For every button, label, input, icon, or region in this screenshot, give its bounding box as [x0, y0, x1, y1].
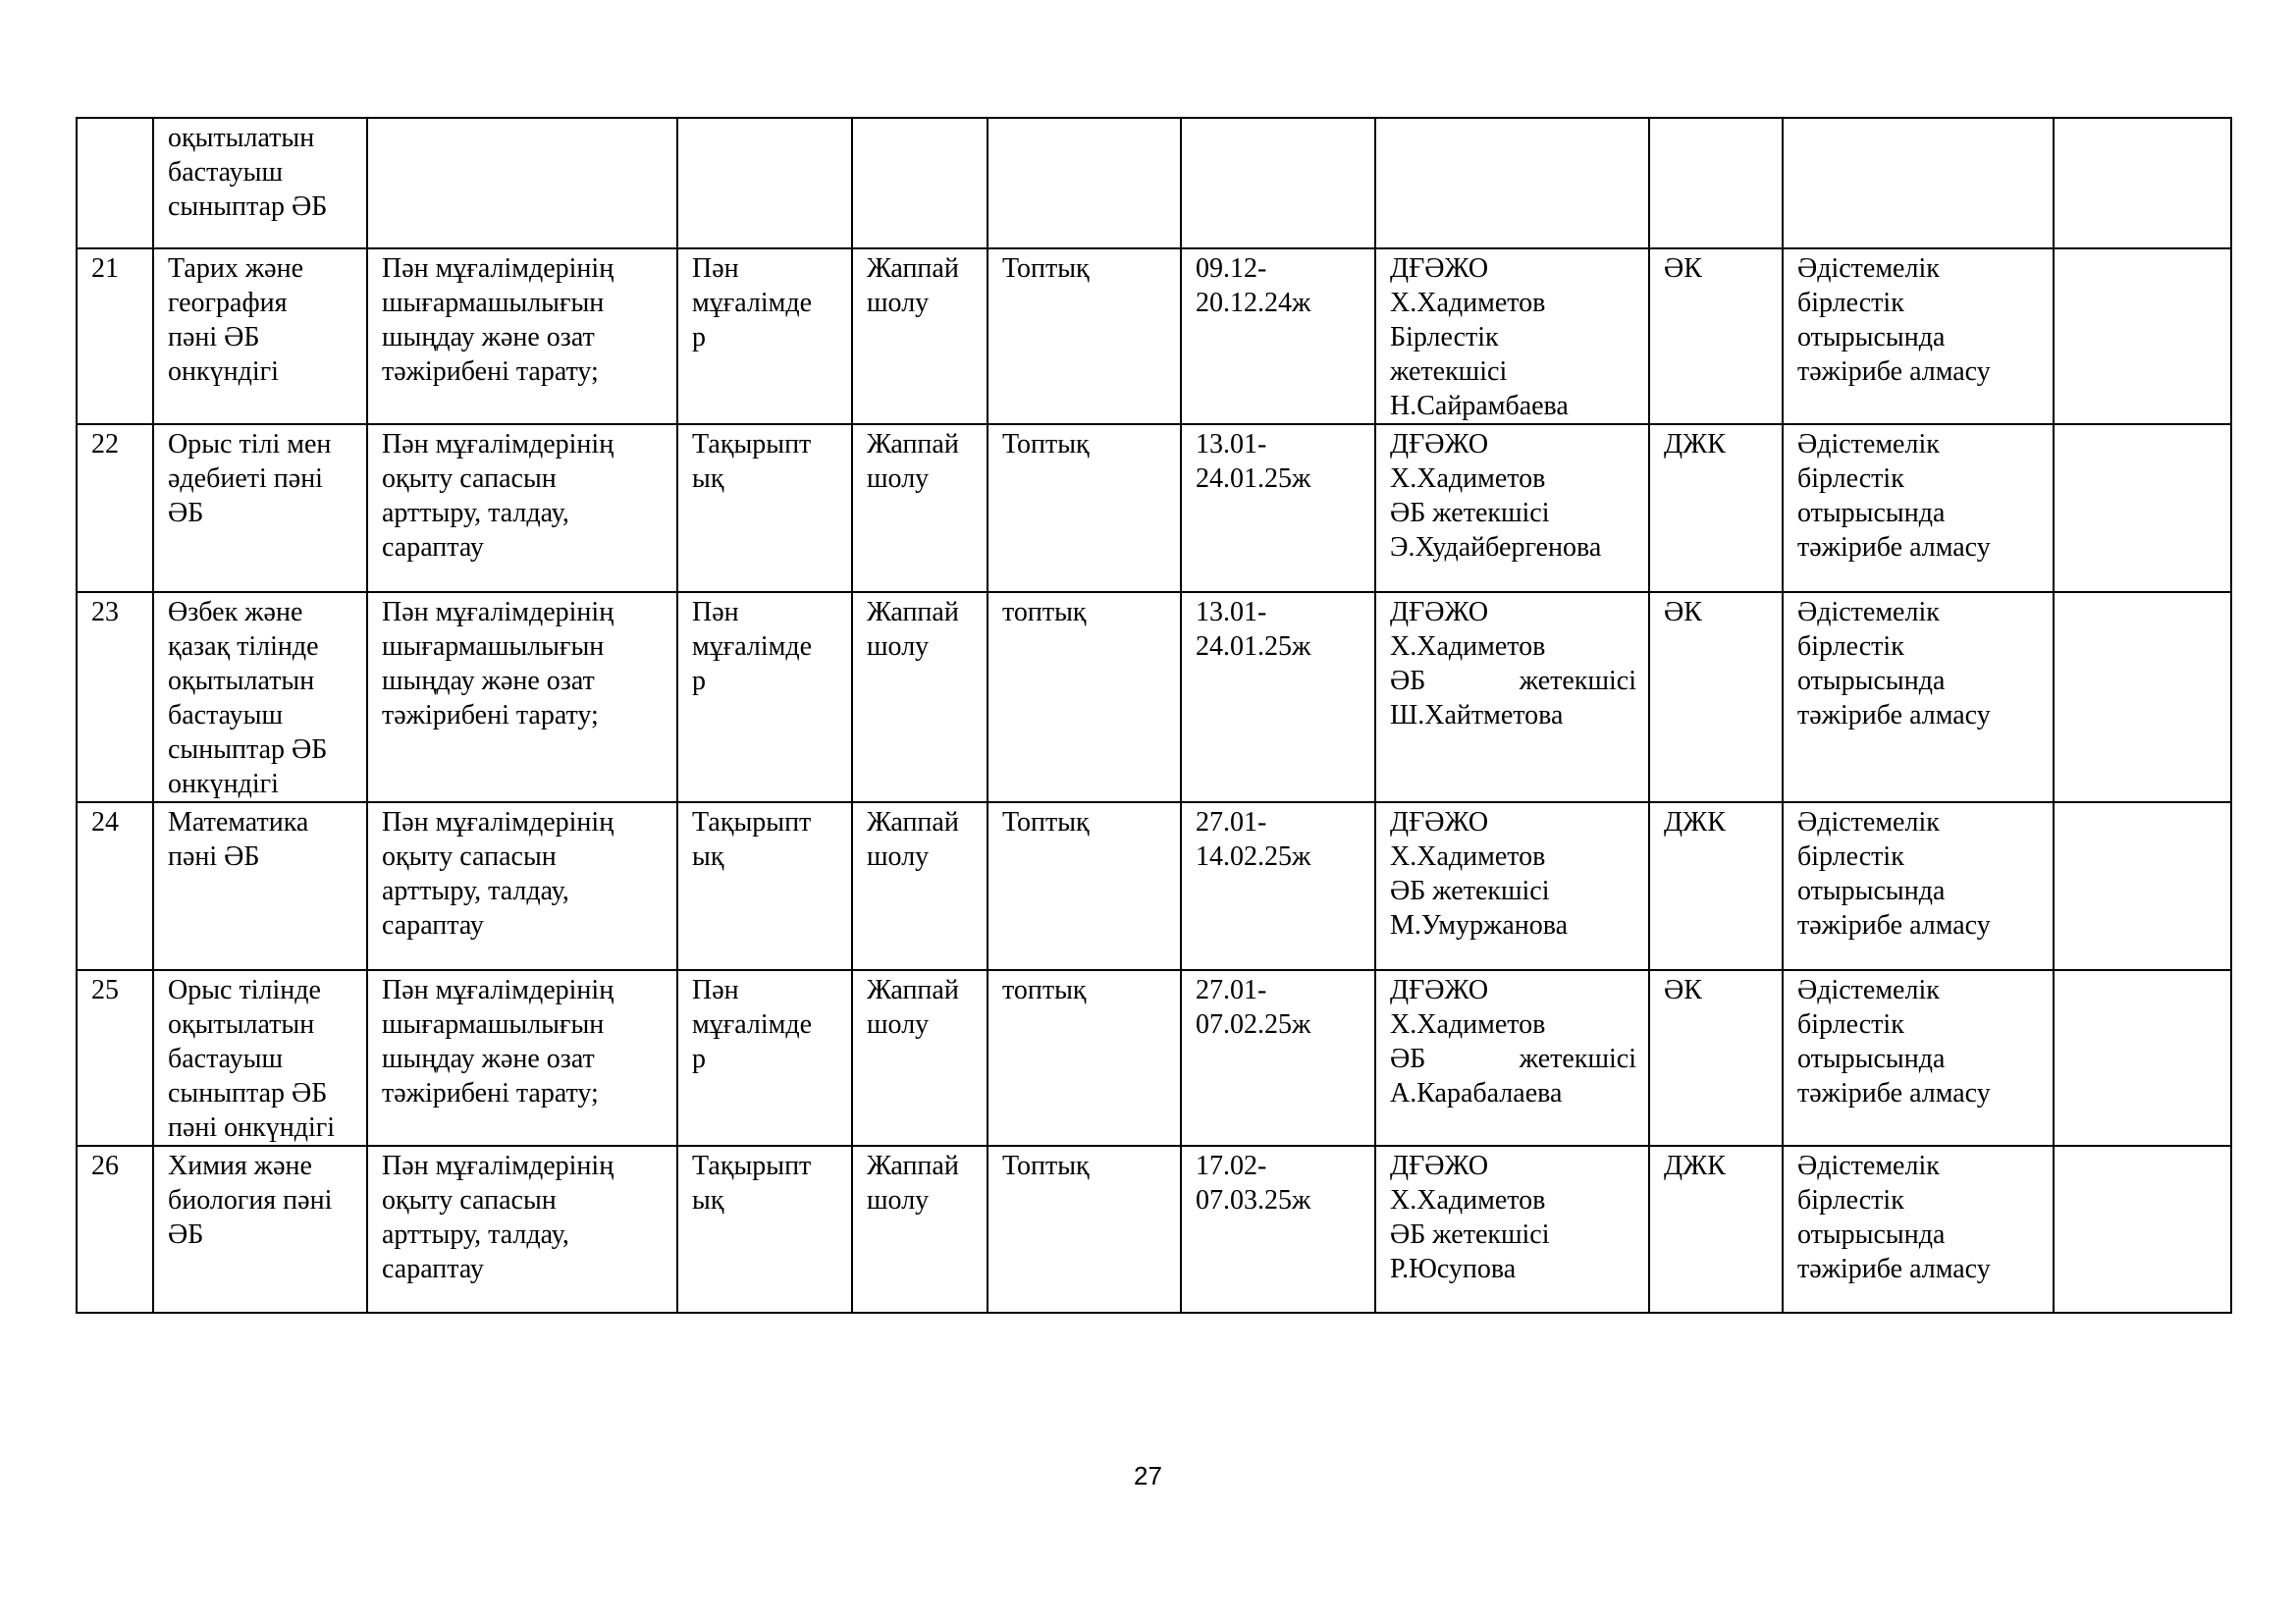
cell-topic-line: бастауыш: [168, 157, 284, 188]
cell-topic-line: оқытылатын: [168, 666, 315, 696]
cell-control-type-line: шолу: [867, 463, 930, 494]
cell-object-line: ық: [692, 1185, 724, 1216]
cell-object: [677, 248, 852, 424]
cell-result-line: отырысында: [1797, 322, 1946, 352]
cell-topic: [153, 424, 367, 592]
cell-control-form: [988, 424, 1181, 592]
cell-result-line: бірлестік: [1797, 288, 1904, 318]
cell-purpose-line: арттыру, талдау,: [382, 1219, 569, 1250]
cell-result-line: бірлестік: [1797, 841, 1904, 872]
cell-control-type: [852, 970, 988, 1146]
page-number: 27: [1134, 1461, 1162, 1490]
cell-responsible: [1375, 118, 1649, 248]
cell-responsible-line: Р.Юсупова: [1390, 1254, 1517, 1284]
cell-responsible-line: Н.Сайрамбаева: [1390, 391, 1569, 421]
cell-control-type: [852, 1146, 988, 1313]
cell-responsible-line: Э.Худайбергенова: [1390, 532, 1602, 563]
cell-responsible-line: ДҒӘЖО: [1390, 1151, 1489, 1181]
cell-topic: [153, 248, 367, 424]
cell-purpose-line: арттыру, талдау,: [382, 876, 569, 906]
cell-review-place: ДЖК: [1649, 424, 1783, 592]
table-row: [77, 1146, 2231, 1313]
cell-result-line: бірлестік: [1797, 1009, 1904, 1040]
cell-dates-line: 17.02-: [1196, 1151, 1267, 1181]
cell-note: [2054, 118, 2231, 248]
cell-responsible-line: ДҒӘЖО: [1390, 429, 1489, 460]
cell-responsible: [1375, 248, 1649, 424]
cell-control-form-line: Топтық: [1002, 253, 1090, 284]
cell-control-type: [852, 802, 988, 970]
cell-object: [677, 424, 852, 592]
cell-topic-line: пәні онкүндігі: [168, 1112, 336, 1143]
cell-result: [1783, 248, 2054, 424]
cell-dates-line: 24.01.25ж: [1196, 463, 1311, 494]
cell-result-line: Әдістемелік: [1797, 807, 1940, 838]
cell-purpose-line: арттыру, талдау,: [382, 498, 569, 528]
cell-responsible-line: ӘБ жетекшісі: [1390, 1219, 1550, 1250]
cell-purpose: [367, 118, 677, 248]
cell-purpose-line: шыңдау және озат: [382, 666, 595, 696]
cell-topic-line: пәні ӘБ: [168, 841, 260, 872]
cell-purpose-line: Пән мұғалімдерінің: [382, 253, 614, 284]
cell-object-line: мұғалімде: [692, 631, 813, 662]
cell-dates: [1181, 118, 1375, 248]
cell-control-form: [988, 970, 1181, 1146]
cell-topic-line: биология пәні: [168, 1185, 333, 1216]
cell-topic-line: онкүндігі: [168, 356, 279, 387]
cell-responsible-line: жетекшісі: [1390, 356, 1508, 387]
cell-purpose-line: Пән мұғалімдерінің: [382, 1151, 614, 1181]
cell-responsible-line: ДҒӘЖО: [1390, 975, 1489, 1005]
cell-purpose-line: тәжірибені тарату;: [382, 700, 599, 731]
cell-topic-line: қазақ тілінде: [168, 631, 319, 662]
cell-result-line: отырысында: [1797, 1219, 1946, 1250]
cell-topic-line: оқытылатын: [168, 123, 315, 153]
cell-number: 22: [77, 424, 153, 592]
cell-purpose-line: шығармашылығын: [382, 631, 605, 662]
cell-topic-line: Математика: [168, 807, 309, 838]
cell-responsible-line: ӘБ жетекшісі: [1390, 498, 1550, 528]
cell-purpose-line: Пән мұғалімдерінің: [382, 807, 614, 838]
cell-dates-line: 27.01-: [1196, 807, 1267, 838]
cell-dates-line: 07.03.25ж: [1196, 1185, 1311, 1216]
cell-note: [2054, 424, 2231, 592]
cell-object: [677, 118, 852, 248]
cell-responsible-line: Х.Хадиметов: [1390, 1009, 1546, 1040]
cell-dates: [1181, 970, 1375, 1146]
cell-object: [677, 970, 852, 1146]
cell-object: [677, 802, 852, 970]
cell-note: [2054, 248, 2231, 424]
cell-control-type-line: шолу: [867, 841, 930, 872]
cell-note: [2054, 970, 2231, 1146]
cell-note: [2054, 1146, 2231, 1313]
cell-result-line: отырысында: [1797, 666, 1946, 696]
cell-result: [1783, 424, 2054, 592]
cell-result-line: тәжірибе алмасу: [1797, 910, 1991, 941]
cell-result-line: Әдістемелік: [1797, 429, 1940, 460]
cell-topic-line: Химия және: [168, 1151, 312, 1181]
cell-responsible-line: А.Карабалаева: [1390, 1078, 1563, 1109]
cell-object-line: мұғалімде: [692, 1009, 813, 1040]
cell-dates-line: 07.02.25ж: [1196, 1009, 1311, 1040]
cell-purpose-line: шығармашылығын: [382, 288, 605, 318]
cell-result-line: бірлестік: [1797, 1185, 1904, 1216]
cell-dates: [1181, 592, 1375, 802]
cell-object-line: ық: [692, 841, 724, 872]
cell-purpose-line: Пән мұғалімдерінің: [382, 429, 614, 460]
cell-topic-line: Тарих және: [168, 253, 304, 284]
cell-result-line: Әдістемелік: [1797, 597, 1940, 627]
cell-purpose: [367, 970, 677, 1146]
cell-result-line: отырысында: [1797, 498, 1946, 528]
cell-review-place: ӘК: [1649, 592, 1783, 802]
cell-dates: [1181, 424, 1375, 592]
table-row: [77, 424, 2231, 592]
cell-responsible-line: М.Умуржанова: [1390, 910, 1569, 941]
cell-result-line: отырысында: [1797, 876, 1946, 906]
cell-control-type-line: Жаппай: [867, 1151, 959, 1181]
cell-review-place: ӘК: [1649, 248, 1783, 424]
cell-purpose-line: тәжірибені тарату;: [382, 1078, 599, 1109]
cell-control-form-line: Топтық: [1002, 1151, 1090, 1181]
cell-result: [1783, 1146, 2054, 1313]
cell-object-line: Пән: [692, 253, 739, 284]
cell-dates-line: 20.12.24ж: [1196, 288, 1311, 318]
cell-result-line: бірлестік: [1797, 463, 1904, 494]
cell-topic-line: сыныптар ӘБ: [168, 1078, 328, 1109]
cell-topic-line: ӘБ: [168, 1219, 204, 1250]
cell-purpose: [367, 1146, 677, 1313]
cell-result-line: отырысында: [1797, 1044, 1946, 1074]
cell-dates: [1181, 248, 1375, 424]
table-row: [77, 592, 2231, 802]
cell-control-form-line: Топтық: [1002, 807, 1090, 838]
cell-responsible-line: ДҒӘЖО: [1390, 597, 1489, 627]
cell-purpose-line: сараптау: [382, 1254, 484, 1284]
cell-topic-line: бастауыш: [168, 700, 284, 731]
cell-responsible-line: Х.Хадиметов: [1390, 631, 1546, 662]
cell-control-type-line: шолу: [867, 631, 930, 662]
cell-object-line: Тақырыпт: [692, 429, 812, 460]
cell-result-line: тәжірибе алмасу: [1797, 1078, 1991, 1109]
cell-topic: [153, 970, 367, 1146]
cell-control-form: [988, 248, 1181, 424]
cell-dates-line: 14.02.25ж: [1196, 841, 1311, 872]
cell-control-type: [852, 118, 988, 248]
cell-purpose-line: шығармашылығын: [382, 1009, 605, 1040]
cell-control-type-line: шолу: [867, 288, 930, 318]
cell-dates: [1181, 1146, 1375, 1313]
cell-review-place: [1649, 118, 1783, 248]
cell-result: [1783, 802, 2054, 970]
cell-result-line: тәжірибе алмасу: [1797, 1254, 1991, 1284]
cell-topic-line: Өзбек және: [168, 597, 303, 627]
cell-object-line: Пән: [692, 975, 739, 1005]
cell-purpose-line: шыңдау және озат: [382, 1044, 595, 1074]
cell-result-line: тәжірибе алмасу: [1797, 700, 1991, 731]
cell-number: 25: [77, 970, 153, 1146]
cell-control-type-line: Жаппай: [867, 975, 959, 1005]
cell-purpose-line: сараптау: [382, 532, 484, 563]
table-row: [77, 802, 2231, 970]
cell-topic: [153, 118, 367, 248]
cell-control-type: [852, 248, 988, 424]
cell-result-line: Әдістемелік: [1797, 1151, 1940, 1181]
cell-result-line: Әдістемелік: [1797, 253, 1940, 284]
cell-review-place: ӘК: [1649, 970, 1783, 1146]
cell-topic-line: сыныптар ӘБ: [168, 191, 328, 222]
table-row: [77, 248, 2231, 424]
cell-responsible: [1375, 802, 1649, 970]
cell-object-line: ық: [692, 463, 724, 494]
cell-topic-line: Орыс тілінде: [168, 975, 321, 1005]
plan-table: [76, 117, 2232, 1314]
table-row: [77, 970, 2231, 1146]
cell-topic-line: ӘБ: [168, 498, 204, 528]
table-body: [77, 118, 2231, 1313]
cell-topic-line: әдебиеті пәні: [168, 463, 323, 494]
cell-purpose: [367, 248, 677, 424]
cell-purpose: [367, 592, 677, 802]
cell-result-line: бірлестік: [1797, 631, 1904, 662]
cell-dates-line: 13.01-: [1196, 597, 1267, 627]
cell-review-place: ДЖК: [1649, 802, 1783, 970]
table-row-continuation: [77, 118, 2231, 248]
cell-purpose-line: Пән мұғалімдерінің: [382, 597, 614, 627]
cell-responsible-line: ӘБ жетекшісі: [1390, 666, 1636, 696]
cell-responsible-line: Х.Хадиметов: [1390, 841, 1546, 872]
cell-control-form: [988, 1146, 1181, 1313]
cell-object: [677, 1146, 852, 1313]
cell-responsible-line: ӘБ жетекшісі: [1390, 1044, 1636, 1074]
cell-control-type-line: шолу: [867, 1009, 930, 1040]
cell-result: [1783, 118, 2054, 248]
cell-number: 24: [77, 802, 153, 970]
cell-result-line: Әдістемелік: [1797, 975, 1940, 1005]
cell-control-type-line: Жаппай: [867, 597, 959, 627]
cell-responsible-line: ДҒӘЖО: [1390, 807, 1489, 838]
cell-responsible-line: ДҒӘЖО: [1390, 253, 1489, 284]
cell-purpose-line: оқыту сапасын: [382, 841, 557, 872]
cell-dates-line: 27.01-: [1196, 975, 1267, 1005]
cell-topic: [153, 592, 367, 802]
cell-control-form-line: топтық: [1002, 975, 1087, 1005]
cell-responsible-line: Бірлестік: [1390, 322, 1499, 352]
cell-dates-line: 13.01-: [1196, 429, 1267, 460]
cell-control-type: [852, 592, 988, 802]
cell-topic-line: онкүндігі: [168, 769, 279, 799]
cell-topic: [153, 1146, 367, 1313]
cell-purpose-line: оқыту сапасын: [382, 1185, 557, 1216]
cell-control-type-line: Жаппай: [867, 253, 959, 284]
cell-dates-line: 24.01.25ж: [1196, 631, 1311, 662]
cell-result: [1783, 592, 2054, 802]
cell-responsible: [1375, 970, 1649, 1146]
cell-object-line: Тақырыпт: [692, 1151, 812, 1181]
cell-responsible-line: Х.Хадиметов: [1390, 463, 1546, 494]
cell-control-form-line: топтық: [1002, 597, 1087, 627]
cell-purpose-line: Пән мұғалімдерінің: [382, 975, 614, 1005]
cell-control-type-line: Жаппай: [867, 429, 959, 460]
cell-object-line: мұғалімде: [692, 288, 813, 318]
cell-number: [77, 118, 153, 248]
cell-responsible-line: Х.Хадиметов: [1390, 288, 1546, 318]
cell-purpose-line: сараптау: [382, 910, 484, 941]
cell-note: [2054, 592, 2231, 802]
cell-object-line: р: [692, 1044, 706, 1074]
cell-control-type: [852, 424, 988, 592]
cell-control-type-line: Жаппай: [867, 807, 959, 838]
cell-object-line: Пән: [692, 597, 739, 627]
cell-topic-line: Орыс тілі мен: [168, 429, 332, 460]
cell-result-line: тәжірибе алмасу: [1797, 356, 1991, 387]
cell-purpose: [367, 802, 677, 970]
cell-object-line: р: [692, 322, 706, 352]
cell-number: 21: [77, 248, 153, 424]
cell-purpose: [367, 424, 677, 592]
cell-responsible-line: Ш.Хайтметова: [1390, 700, 1564, 731]
cell-review-place: ДЖК: [1649, 1146, 1783, 1313]
cell-control-form-line: Топтық: [1002, 429, 1090, 460]
cell-control-form: [988, 118, 1181, 248]
cell-purpose-line: тәжірибені тарату;: [382, 356, 599, 387]
cell-note: [2054, 802, 2231, 970]
cell-dates: [1181, 802, 1375, 970]
cell-purpose-line: шыңдау және озат: [382, 322, 595, 352]
cell-result-line: тәжірибе алмасу: [1797, 532, 1991, 563]
cell-control-form: [988, 802, 1181, 970]
cell-topic-line: сыныптар ӘБ: [168, 734, 328, 765]
cell-number: 23: [77, 592, 153, 802]
cell-object-line: р: [692, 666, 706, 696]
cell-dates-line: 09.12-: [1196, 253, 1267, 284]
cell-purpose-line: оқыту сапасын: [382, 463, 557, 494]
cell-topic: [153, 802, 367, 970]
cell-control-form: [988, 592, 1181, 802]
cell-responsible: [1375, 424, 1649, 592]
cell-object: [677, 592, 852, 802]
cell-topic-line: пәні ӘБ: [168, 322, 260, 352]
cell-result: [1783, 970, 2054, 1146]
cell-object-line: Тақырыпт: [692, 807, 812, 838]
cell-topic-line: оқытылатын: [168, 1009, 315, 1040]
cell-responsible-line: ӘБ жетекшісі: [1390, 876, 1550, 906]
cell-responsible: [1375, 592, 1649, 802]
cell-responsible: [1375, 1146, 1649, 1313]
cell-responsible-line: Х.Хадиметов: [1390, 1185, 1546, 1216]
cell-number: 26: [77, 1146, 153, 1313]
cell-control-type-line: шолу: [867, 1185, 930, 1216]
cell-topic-line: бастауыш: [168, 1044, 284, 1074]
cell-topic-line: география: [168, 288, 288, 318]
